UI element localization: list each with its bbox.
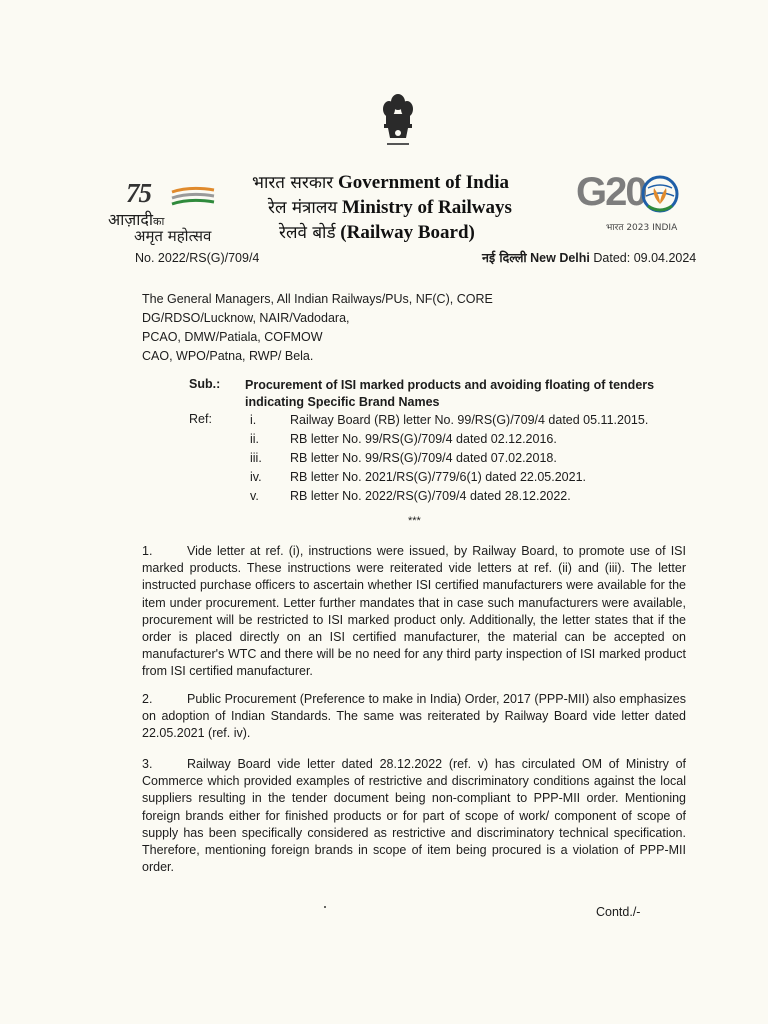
paragraph-3 — [142, 756, 686, 876]
azadi-logo-line1-small: का — [153, 215, 165, 228]
letter-number: No. 2022/RS(G)/709/4 — [135, 251, 260, 265]
reference-text: RB letter No. 2021/RS(G)/779/6(1) dated 22.05.2021. — [290, 470, 587, 484]
continued-marker: Contd./- — [596, 905, 641, 919]
subject-text: Procurement of ISI marked products and avoiding floating of tenders indicating Specific Brand Names — [245, 378, 655, 409]
date-label: Dated: — [593, 251, 631, 265]
addressee-block — [142, 290, 493, 366]
reference-text: RB letter No. 2022/RS(G)/709/4 dated 28.12.2022. — [290, 489, 571, 503]
header-government-english: Government of India — [338, 172, 510, 193]
paragraph-text: Public Procurement (Preference to make in India) Order, 2017 (PPP-MII) also emphasizes on adoption of Indian Standards. The same was reiterated by Railway Board vide letter dated 22.05.2021 (ref. iv). — [142, 692, 686, 741]
g20-logo-tagline: भारत 2023 INDIA — [606, 223, 678, 233]
azadi-logo-line2: अमृत महोत्सव — [134, 227, 212, 245]
tricolor-flag-icon — [170, 186, 216, 208]
reference-item — [250, 487, 648, 506]
azadi-logo-line1: आज़ादी — [108, 210, 154, 229]
paragraph-text: Railway Board vide letter dated 28.12.2022 (ref. v) has circulated OM of Ministry of Commerce which provided examples of restrictive and discriminatory conditions against the local suppliers resulting in the tender document being non-compliant to PPP-MII order. Mentioning foreign brands either for finished products or for part of scope of work/ component of scope of supply has been specifically considered as restrictive and discriminatory technical specification. Therefore, mentioning foreign brands in scope of item being procured is a violation of PPP-MII order. — [142, 757, 686, 875]
g20-logo — [574, 170, 684, 236]
reference-number: i. — [250, 413, 257, 427]
addressee-line: PCAO, DMW/Patiala, COFMOW — [142, 330, 323, 344]
azadi-logo-number: 75 — [126, 178, 151, 208]
header-board-english: (Railway Board) — [340, 222, 475, 243]
header-ministry-hindi: रेल मंत्रालय — [268, 198, 338, 218]
header-ministry — [268, 195, 512, 219]
paragraph-number: 3. — [142, 757, 153, 771]
national-emblem-icon — [376, 92, 420, 152]
header-ministry-english: Ministry of Railways — [341, 197, 512, 218]
reference-item — [250, 411, 648, 430]
reference-number: v. — [250, 489, 259, 503]
addressee-line: CAO, WPO/Patna, RWP/ Bela. — [142, 349, 314, 363]
reference-list — [250, 411, 648, 506]
reference-number: iv. — [250, 470, 262, 484]
paragraph-1 — [142, 543, 686, 681]
place-and-date — [482, 249, 696, 266]
scan-speck — [324, 906, 326, 908]
paragraph-text: Vide letter at ref. (i), instructions were issued, by Railway Board, to promote use of ISI marked products. These instructions were reiterated vide letters at ref. (ii) and (iii). The letter instructed purchase officers to ascertain whether ISI certified manufacturers were available for the item under procurement. Letter further mandates that in case such manufacturers were available, procurement will be restricted to ISI marked product only. Additionally, the letter states that if the order is placed directly on an ISI certified manufacturer, the material can be accepted on manufacturer's WTC and there will be no need for any third party inspection of ISI marked product from ISI certified manufacturer. — [142, 544, 686, 679]
reference-number: iii. — [250, 451, 262, 465]
reference-item — [250, 430, 648, 449]
subject-label: Sub.: — [189, 377, 221, 391]
reference-number: ii. — [250, 432, 260, 446]
paragraph-2 — [142, 691, 686, 743]
azadi-ka-amrit-mahotsav-logo — [108, 178, 230, 246]
place-english: New Delhi — [530, 251, 590, 265]
g20-logo-text: G20 — [576, 170, 646, 214]
reference-text: Railway Board (RB) letter No. 99/RS(G)/709/4 dated 05.11.2015. — [290, 413, 649, 427]
reference-label: Ref: — [189, 412, 212, 426]
addressee-line: The General Managers, All Indian Railways/PUs, NF(C), CORE — [142, 292, 493, 306]
reference-item — [250, 449, 648, 468]
paragraph-number: 2. — [142, 692, 153, 706]
section-separator: *** — [408, 515, 421, 527]
place-hindi: नई दिल्ली — [482, 250, 527, 265]
header-government-hindi: भारत सरकार — [252, 173, 334, 193]
reference-item — [250, 468, 648, 487]
lotus-globe-icon — [640, 174, 680, 218]
reference-text: RB letter No. 99/RS(G)/709/4 dated 07.02.2018. — [290, 451, 557, 465]
header-board-hindi: रेलवे बोर्ड — [279, 223, 336, 243]
reference-text: RB letter No. 99/RS(G)/709/4 dated 02.12.2016. — [290, 432, 557, 446]
paragraph-number: 1. — [142, 544, 153, 558]
header-board — [279, 220, 475, 244]
header-government — [252, 170, 509, 194]
date-value: 09.04.2024 — [633, 251, 697, 265]
addressee-line: DG/RDSO/Lucknow, NAIR/Vadodara, — [142, 311, 350, 325]
